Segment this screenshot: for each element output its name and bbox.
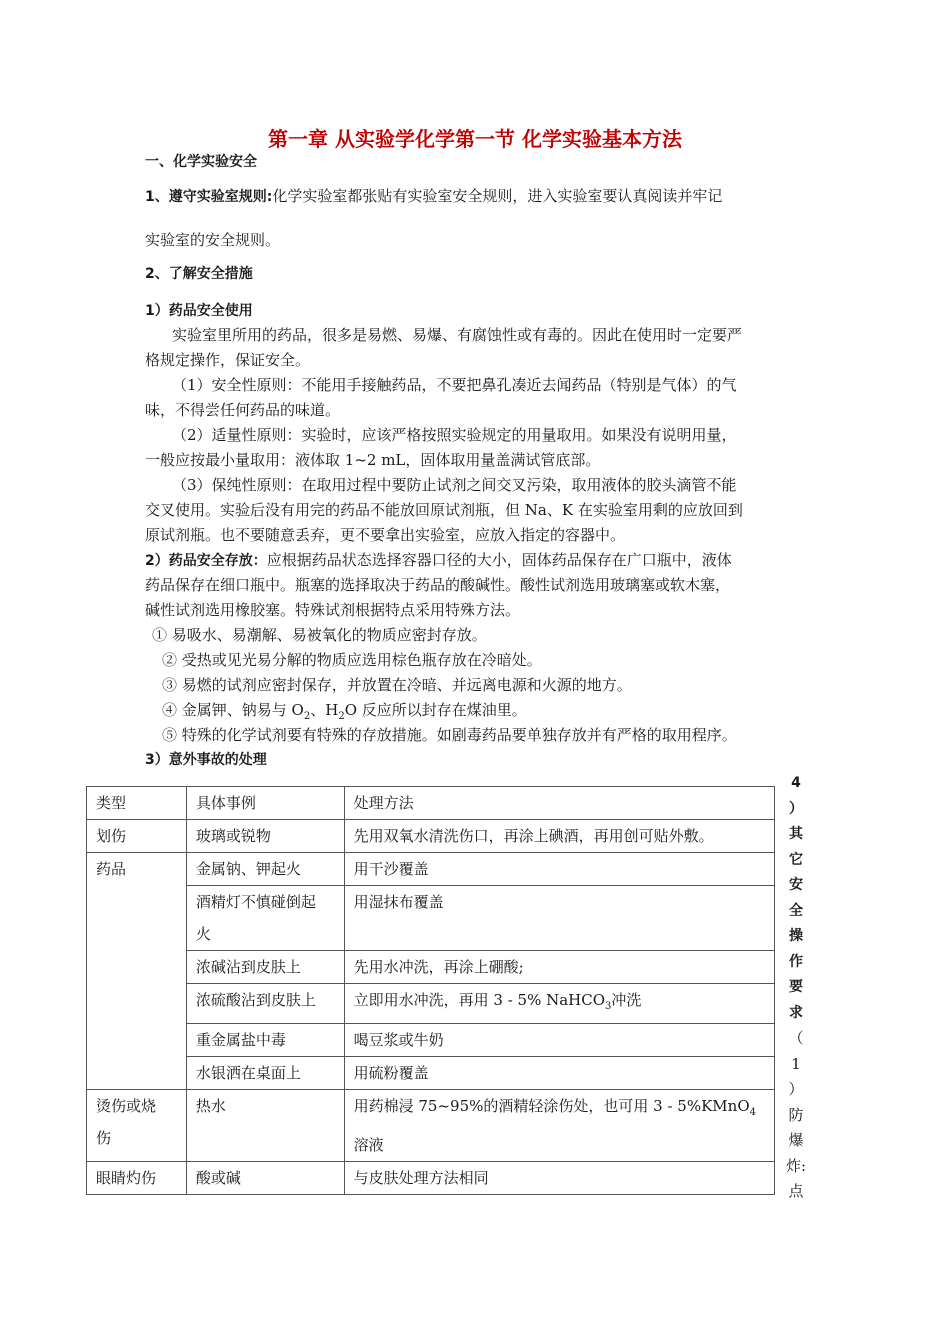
table-cell: 立即用水冲洗，再用 3 - 5% NaHCO$_3$冲洗 <box>344 984 774 1024</box>
table-row <box>87 1024 775 1057</box>
side-vertical-text: 4 ） 其 它 安 全 操 作 要 求 （ 1 ） 防 爆 炸: 点 <box>785 775 807 1200</box>
table-cell: 浓碱沾到皮肤上 <box>186 951 344 984</box>
paragraph-line: 药品保存在细口瓶中。瓶塞的选择取决于药品的酸碱性。酸性试剂选用玻璃塞或软木塞， <box>145 576 731 594</box>
table-cell: 酸或碱 <box>186 1162 344 1195</box>
table-cell: 先用双氧水清洗伤口，再涂上碘酒，再用创可贴外敷。 <box>344 820 774 853</box>
table-cell: 与皮肤处理方法相同 <box>344 1162 774 1195</box>
list-item: ② 受热或见光易分解的物质应选用棕色瓶存放在冷暗处。 <box>162 651 542 669</box>
table-cell: 喝豆浆或牛奶 <box>344 1024 774 1057</box>
subheading-drug-use: 1）药品安全使用 <box>145 303 253 319</box>
table-cell: 烫伤或烧 伤 <box>87 1090 187 1162</box>
list-item: ① 易吸水、易潮解、易被氧化的物质应密封存放。 <box>152 626 487 644</box>
table-cell: 先用水冲洗，再涂上硼酸; <box>344 951 774 984</box>
paragraph-line: 格规定操作，保证安全。 <box>145 351 311 369</box>
table-cell: 用湿抹布覆盖 <box>344 886 774 951</box>
table-row <box>87 886 775 951</box>
list-item: ⑤ 特殊的化学试剂要有特殊的存放措施。如剧毒药品要单独存放并有严格的取用程序。 <box>162 726 737 744</box>
rule-text-line2: 实验室的安全规则。 <box>145 231 281 249</box>
table-header: 具体事例 <box>186 787 344 820</box>
paragraph-line: （3）保纯性原则：在取用过程中要防止试剂之间交叉污染，取用液体的胶头滴管不能 <box>172 476 737 494</box>
table-cell: 玻璃或锐物 <box>186 820 344 853</box>
table-cell: 重金属盐中毒 <box>186 1024 344 1057</box>
table-row <box>87 1090 775 1162</box>
table-cell: 用药棉浸 75~95%的酒精轻涂伤处，也可用 3 - 5%KMnO$_4$ 溶液 <box>344 1090 774 1162</box>
table-row <box>87 820 775 853</box>
table-row <box>87 1162 775 1195</box>
paragraph-line: 原试剂瓶。也不要随意丢弃，更不要拿出实验室，应放入指定的容器中。 <box>145 526 626 544</box>
storage-text: 应根据药品状态选择容器口径的大小，固体药品保存在广口瓶中，液体 <box>266 551 732 569</box>
table-cell: 酒精灯不慎碰倒起 火 <box>186 886 344 951</box>
section-heading-safety: 一、化学实验安全 <box>145 154 257 170</box>
table-header: 类型 <box>87 787 187 820</box>
table-cell: 热水 <box>186 1090 344 1162</box>
table-cell: 药品 <box>87 853 187 1090</box>
rule-label: 1、遵守实验室规则: <box>145 189 273 205</box>
rule-paragraph <box>145 184 722 210</box>
table-cell: 用干沙覆盖 <box>344 853 774 886</box>
table-row <box>87 984 775 1024</box>
paragraph-line: （1）安全性原则：不能用手接触药品，不要把鼻孔凑近去闻药品（特别是气体）的气 <box>172 376 737 394</box>
paragraph-line: 交叉使用。实验后没有用完的药品不能放回原试剂瓶，但 Na、K 在实验室用剩的应放回到 <box>145 501 743 519</box>
subheading-measures: 2、了解安全措施 <box>145 266 253 282</box>
page-title: 第一章 从实验学化学第一节 化学实验基本方法 <box>268 127 682 151</box>
list-item: ④ 金属钾、钠易与 $O_2$、$H_2O$ 反应所以封存在煤油里。 <box>162 701 527 722</box>
storage-paragraph <box>145 548 732 574</box>
paragraph-line: （2）适量性原则：实验时，应该严格按照实验规定的用量取用。如果没有说明用量， <box>172 426 737 444</box>
table-cell: 划伤 <box>87 820 187 853</box>
list-item: ③ 易燃的试剂应密封保存，并放置在冷暗、并远离电源和火源的地方。 <box>162 676 632 694</box>
table-cell: 金属钠、钾起火 <box>186 853 344 886</box>
storage-label: 2）药品安全存放： <box>145 553 267 569</box>
table-cell: 水银洒在桌面上 <box>186 1057 344 1090</box>
rule-text: 化学实验室都张贴有实验室安全规则，进入实验室要认真阅读并牢记 <box>272 187 723 205</box>
paragraph-line: 味，不得尝任何药品的味道。 <box>145 401 341 419</box>
paragraph-line: 碱性试剂选用橡胶塞。特殊试剂根据特点采用特殊方法。 <box>145 601 521 619</box>
table-cell: 眼睛灼伤 <box>87 1162 187 1195</box>
table-cell: 浓硫酸沾到皮肤上 <box>186 984 344 1024</box>
paragraph-line: 实验室里所用的药品，很多是易燃、易爆、有腐蚀性或有毒的。因此在使用时一定要严 <box>172 326 743 344</box>
accident-table <box>86 786 775 1195</box>
table-row <box>87 951 775 984</box>
subheading-accidents: 3）意外事故的处理 <box>145 752 267 768</box>
table-row <box>87 853 775 886</box>
table-cell: 用硫粉覆盖 <box>344 1057 774 1090</box>
table-row <box>87 1057 775 1090</box>
paragraph-line: 一般应按最小量取用：液体取 1~2 mL，固体取用量盖满试管底部。 <box>145 451 601 469</box>
table-header-row <box>87 787 775 820</box>
table-header: 处理方法 <box>344 787 774 820</box>
